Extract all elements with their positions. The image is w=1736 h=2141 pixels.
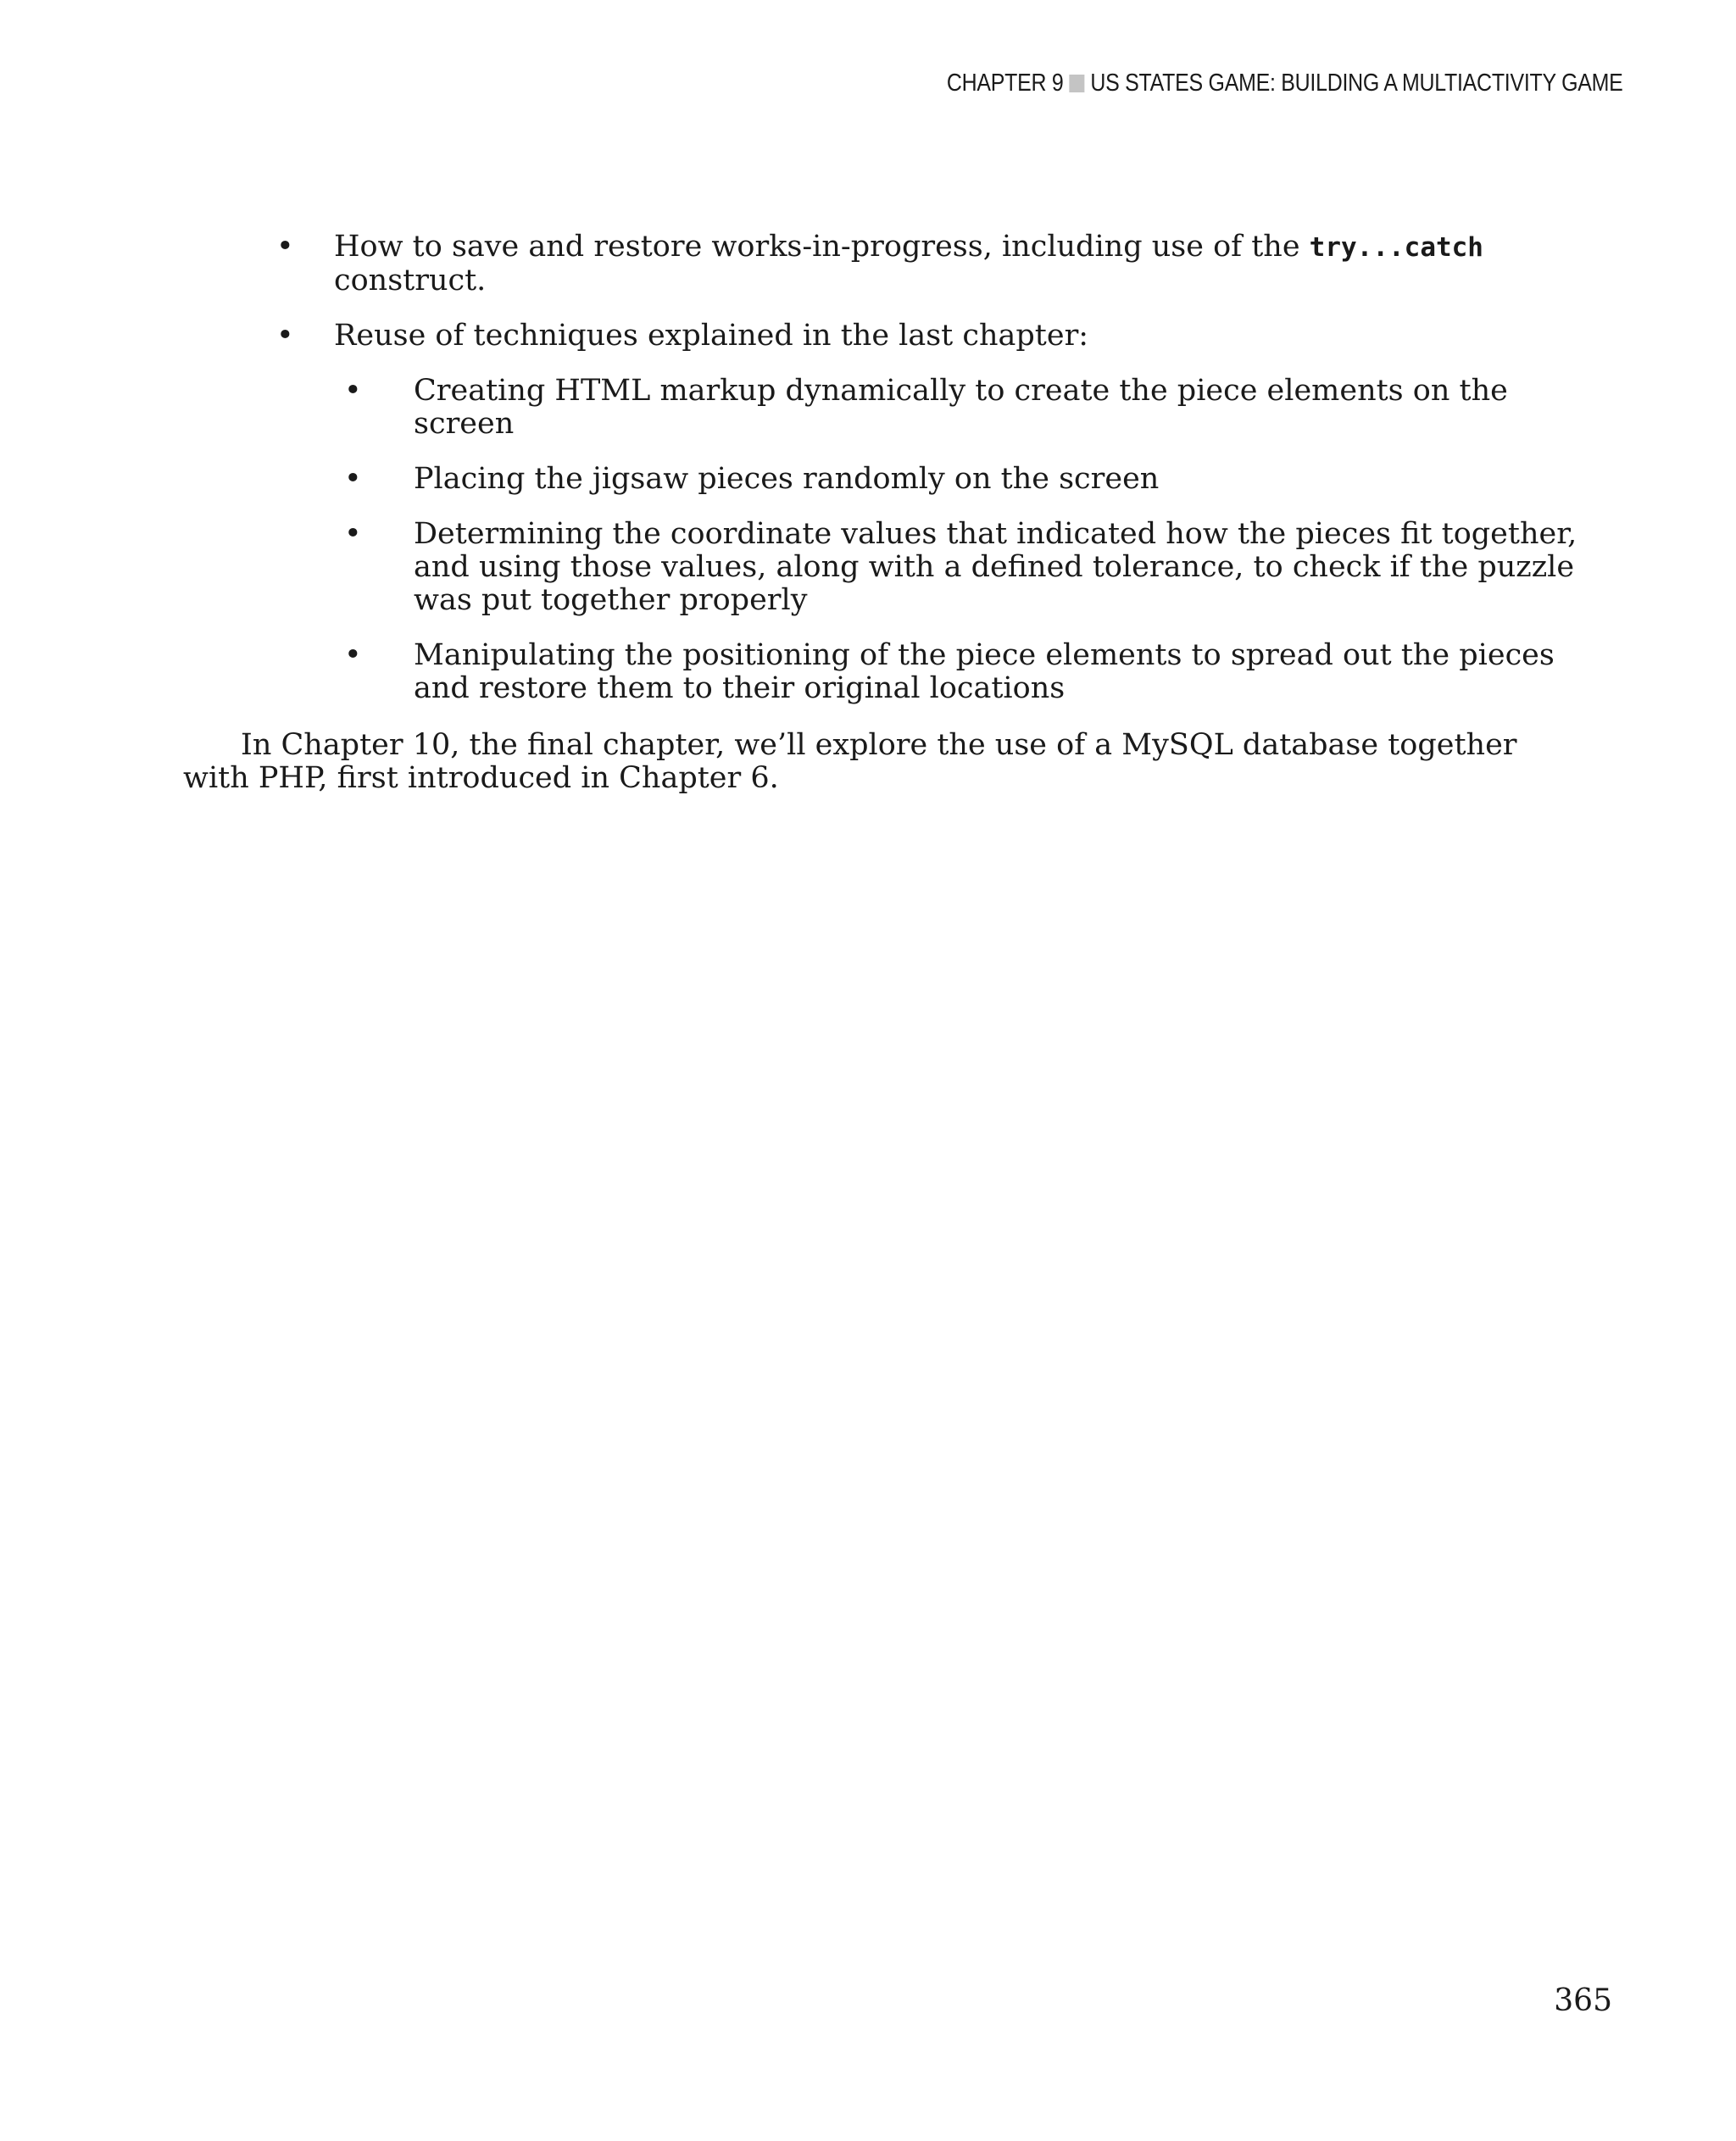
- nested-list-item: [183, 518, 1579, 617]
- nested-list-item: [183, 463, 1579, 496]
- nested-bullet-list: [183, 374, 1577, 705]
- inline-code: try...catch: [1309, 232, 1483, 263]
- nested-list-item-text: Manipulating the positioning of the piece elements to spread out the pieces and restore them to their original locations: [414, 638, 1555, 705]
- bullet-icon: •: [276, 230, 294, 264]
- running-header: [946, 70, 1622, 97]
- bullet-icon: •: [344, 517, 362, 551]
- list-item-text-after: construct.: [334, 264, 487, 298]
- bullet-icon: •: [344, 374, 362, 408]
- nested-list-item-text: Creating HTML markup dynamically to create the piece elements on the screen: [414, 374, 1508, 441]
- bullet-list: [183, 230, 1577, 705]
- list-item: [183, 231, 1546, 298]
- list-item-text: Reuse of techniques explained in the last chapter:: [334, 319, 1089, 353]
- nested-list-item: [183, 639, 1579, 705]
- bullet-icon: •: [344, 462, 362, 496]
- nested-list-item-text: Determining the coordinate values that indicated how the pieces fit together, and using those values, along with a defined tolerance, to check if the puzzle was put together properly: [414, 517, 1577, 617]
- list-item: [183, 319, 1577, 705]
- header-separator-square-icon: [1069, 75, 1084, 92]
- nested-list-item-text: Placing the jigsaw pieces randomly on the screen: [414, 462, 1160, 496]
- page-number: 365: [1554, 1983, 1612, 2018]
- body-paragraph: In Chapter 10, the final chapter, we’ll explore the use of a MySQL database together with PHP, first introduced in Chapter 6.: [183, 728, 1517, 795]
- list-item-text-before: How to save and restore works-in-progress, including use of the: [334, 230, 1310, 264]
- header-title: US STATES GAME: BUILDING A MULTIACTIVITY GAME: [1089, 70, 1622, 97]
- bullet-icon: •: [276, 319, 294, 353]
- bullet-icon: •: [344, 638, 362, 672]
- page-body: [183, 230, 1577, 795]
- nested-list-item: [183, 375, 1579, 441]
- header-chapter: CHAPTER 9: [946, 70, 1064, 97]
